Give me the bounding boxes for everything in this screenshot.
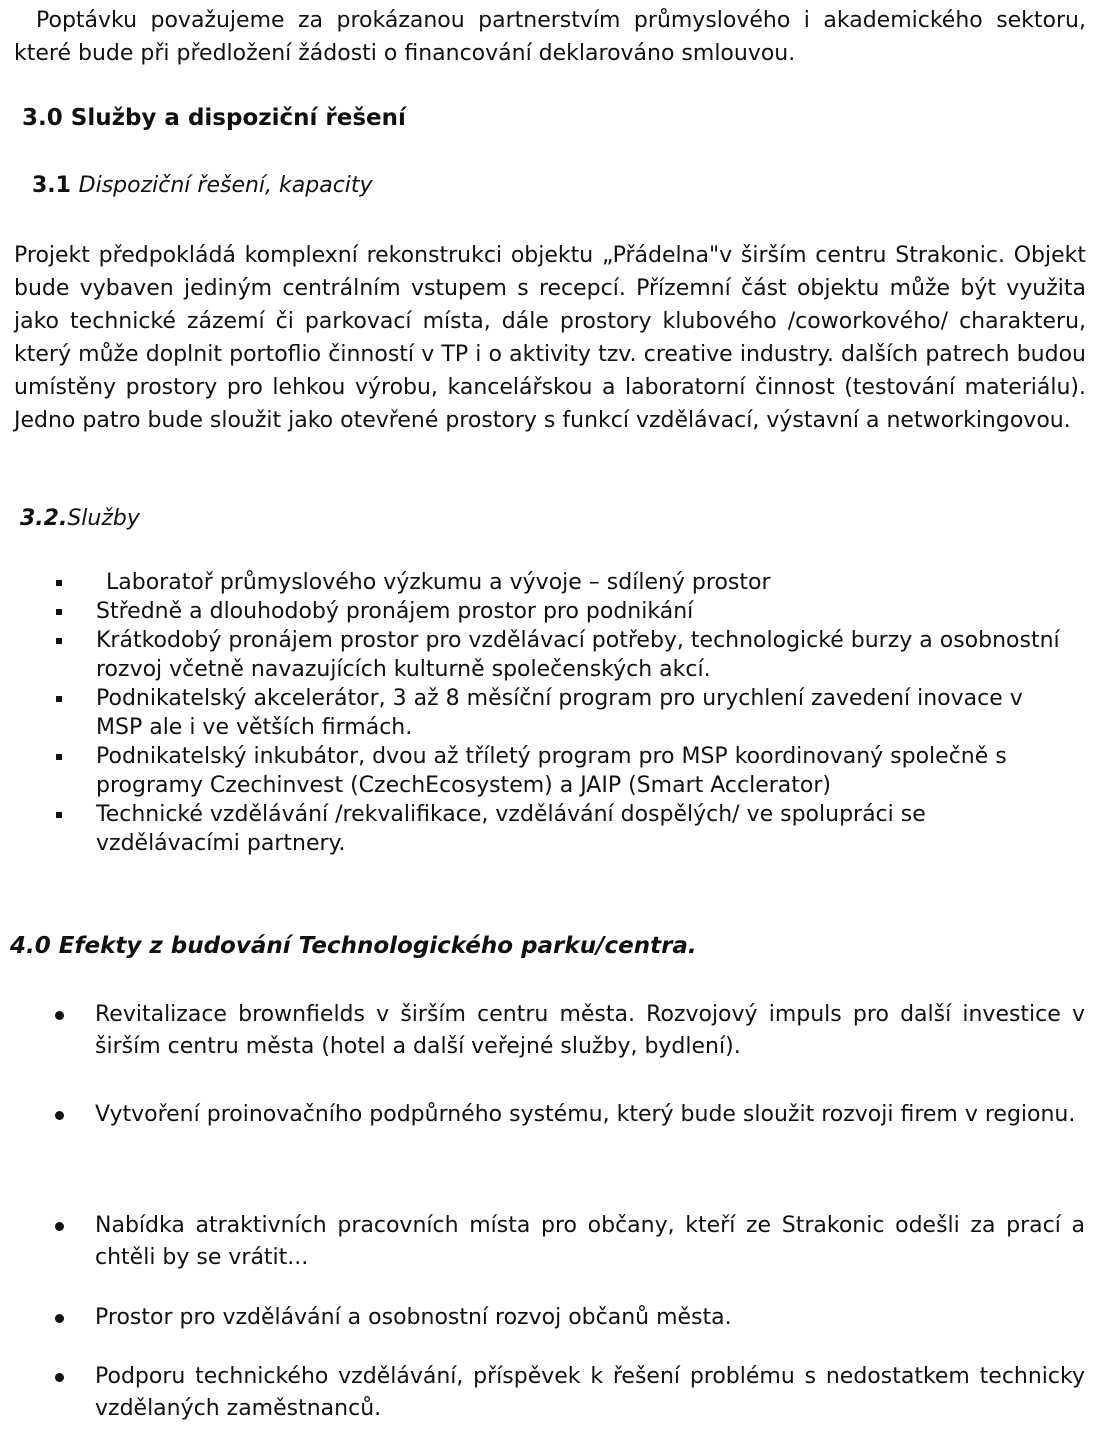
round-bullet-icon bbox=[55, 1111, 64, 1120]
effect-text: Prostor pro vzdělávání a osobnostní rozvoj občanů města. bbox=[95, 1305, 732, 1330]
section-3-2-heading bbox=[20, 506, 140, 531]
list-item bbox=[55, 1210, 1085, 1274]
list-item: Středně a dlouhodobý pronájem prostor pro podnikání bbox=[52, 597, 1062, 626]
list-item bbox=[55, 1099, 1085, 1131]
section-3-2-number: 3.2. bbox=[20, 506, 68, 531]
section-3-1-paragraph: Projekt předpokládá komplexní rekonstrukci objektu „Přádelna"v širším centru Strakonic. Objekt bude vybaven jediným centrálním vstupem s recepcí. Přízemní část objektu může být využita jako technické zázemí či parkovací místa, dále prostory klubového /coworkového/ charakteru, který může doplnit portoflio činností v TP i o aktivity tzv. creative industry. dalších patrech budou umístěny prostory pro lehkou výrobu, kancelářskou a laboratorní činnost (testování materiálu). Jedno patro bude sloužit jako otevřené prostory s funkcí vzdělávací, výstavní a networkingovou. bbox=[14, 243, 1086, 433]
square-bullet-icon bbox=[56, 812, 62, 818]
round-bullet-icon bbox=[55, 1011, 64, 1020]
intro-paragraph: Poptávku považujeme za prokázanou partnerstvím průmyslového i akademického sektoru, které bude při předložení žádosti o financování deklarováno smlouvou. bbox=[14, 8, 1086, 66]
section-3-1-heading bbox=[32, 173, 373, 198]
square-bullet-icon bbox=[56, 754, 62, 760]
list-item: Krátkodobý pronájem prostor pro vzdělávací potřeby, technologické burzy a osobnostní rozvoj včetně navazujících kulturně společenských akcí. bbox=[52, 626, 1062, 684]
section-3-heading: 3.0 Služby a dispoziční řešení bbox=[22, 105, 406, 131]
effect-text: Nabídka atraktivních pracovních místa pro občany, kteří ze Strakonic odešli za prací a chtěli by se vrátit... bbox=[95, 1213, 1085, 1270]
square-bullet-icon bbox=[56, 696, 62, 702]
effect-text: Podporu technického vzdělávání, příspěvek k řešení problému s nedostatkem technicky vzdělaných zaměstnanců. bbox=[95, 1364, 1085, 1421]
section-3-2-title: Služby bbox=[67, 506, 140, 531]
list-item: Podnikatelský inkubátor, dvou až tříletý program pro MSP koordinovaný společně s programy Czechinvest (CzechEcosystem) a JAIP (Smart Acclerator) bbox=[52, 742, 1062, 800]
list-item: Podnikatelský akcelerátor, 3 až 8 měsíční program pro urychlení zavedení inovace v MSP ale i ve větších firmách. bbox=[52, 684, 1062, 742]
section-4-heading: 4.0 Efekty z budování Technologického parku/centra. bbox=[10, 933, 697, 959]
list-item: Technické vzdělávání /rekvalifikace, vzdělávání dospělých/ ve spolupráci se vzdělávacími partnery. bbox=[52, 800, 1062, 858]
round-bullet-icon bbox=[55, 1373, 64, 1382]
square-bullet-icon bbox=[56, 638, 62, 644]
list-item: Laboratoř průmyslového výzkumu a vývoje – sdílený prostor bbox=[52, 568, 1062, 597]
round-bullet-icon bbox=[55, 1314, 64, 1323]
section-3-1-title: Dispoziční řešení, kapacity bbox=[78, 173, 373, 198]
round-bullet-icon bbox=[55, 1222, 64, 1231]
effect-text: Vytvoření proinovačního podpůrného systému, který bude sloužit rozvoji firem v regionu. bbox=[95, 1102, 1076, 1127]
list-item bbox=[55, 1361, 1085, 1425]
list-item bbox=[55, 1302, 1085, 1334]
effect-text: Revitalizace brownfields v širším centru města. Rozvojový impuls pro další investice v širším centru města (hotel a další veřejné služby, bydlení). bbox=[95, 1002, 1085, 1059]
square-bullet-icon bbox=[56, 609, 62, 615]
list-item bbox=[55, 999, 1085, 1063]
section-3-1-number: 3.1 bbox=[32, 173, 71, 198]
services-list bbox=[52, 568, 1062, 858]
square-bullet-icon bbox=[56, 580, 62, 586]
